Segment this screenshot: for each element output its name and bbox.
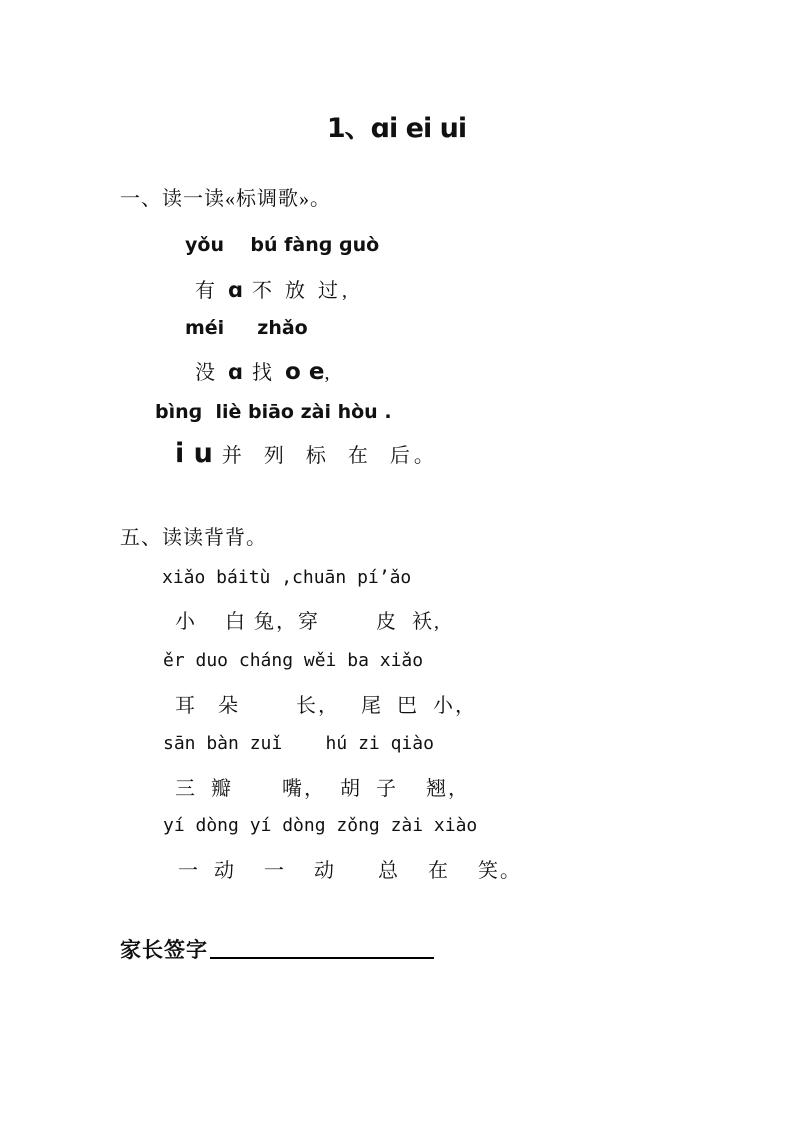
section-five-heading: 五、读读背背。 (120, 527, 267, 549)
tone-song-hanzi-line-1 (195, 274, 351, 303)
section-one-heading: 一、读一读«标调歌»。 (120, 188, 331, 210)
rhyme-pinyin-line-2: ěr duo cháng wěi ba xiǎo (163, 650, 424, 671)
tone-song-pinyin-line-2: méi zhǎo (185, 317, 308, 339)
hanzi-text-post: 并 列 标 在 后。 (212, 445, 438, 467)
rhyme-pinyin-line-4: yí dòng yí dòng zǒng zài xiào (163, 815, 478, 836)
tone-song-hanzi-line-2 (195, 356, 333, 385)
parent-signature-label: 家长签字 (120, 938, 208, 962)
hanzi-text-post: 不 放 过, (243, 280, 352, 302)
pinyin-letters-o-e: o e (285, 359, 325, 385)
rhyme-hanzi-line-1: 小 白 兔，穿 皮 袄, (175, 611, 441, 633)
tone-song-pinyin-line-1: yǒu bú fànɡ ɡuò (185, 234, 380, 256)
rhyme-hanzi-line-4: 一 动 一 动 总 在 笑。 (178, 860, 522, 882)
tone-song-hanzi-line-3 (175, 438, 438, 469)
hanzi-text-pre: 有 (195, 280, 228, 302)
rhyme-pinyin-line-1: xiǎo báitù ,chuān pí’ǎo (162, 567, 412, 588)
page-title: 1、ɑi ei ui (326, 113, 467, 144)
pinyin-letters-i-u: i u (175, 438, 213, 469)
rhyme-hanzi-line-3: 三 瓣 嘴， 胡 子 翘， (175, 778, 470, 800)
hanzi-text-pre: 没 (195, 362, 228, 384)
pinyin-letter-a: ɑ (228, 360, 244, 384)
tone-song-pinyin-line-3: bìnɡ liè biāo zài hòu . (155, 401, 392, 423)
parent-signature-row (120, 934, 434, 964)
rhyme-pinyin-line-3: sān bàn zuǐ hú zi qiào (163, 733, 434, 754)
signature-blank-line (210, 957, 434, 959)
rhyme-hanzi-line-2: 耳 朵 长， 尾 巴 小， (175, 695, 477, 717)
hanzi-text-post: , (324, 362, 334, 384)
pinyin-letter-a: ɑ (228, 278, 244, 302)
hanzi-text-mid: 找 (243, 362, 286, 384)
